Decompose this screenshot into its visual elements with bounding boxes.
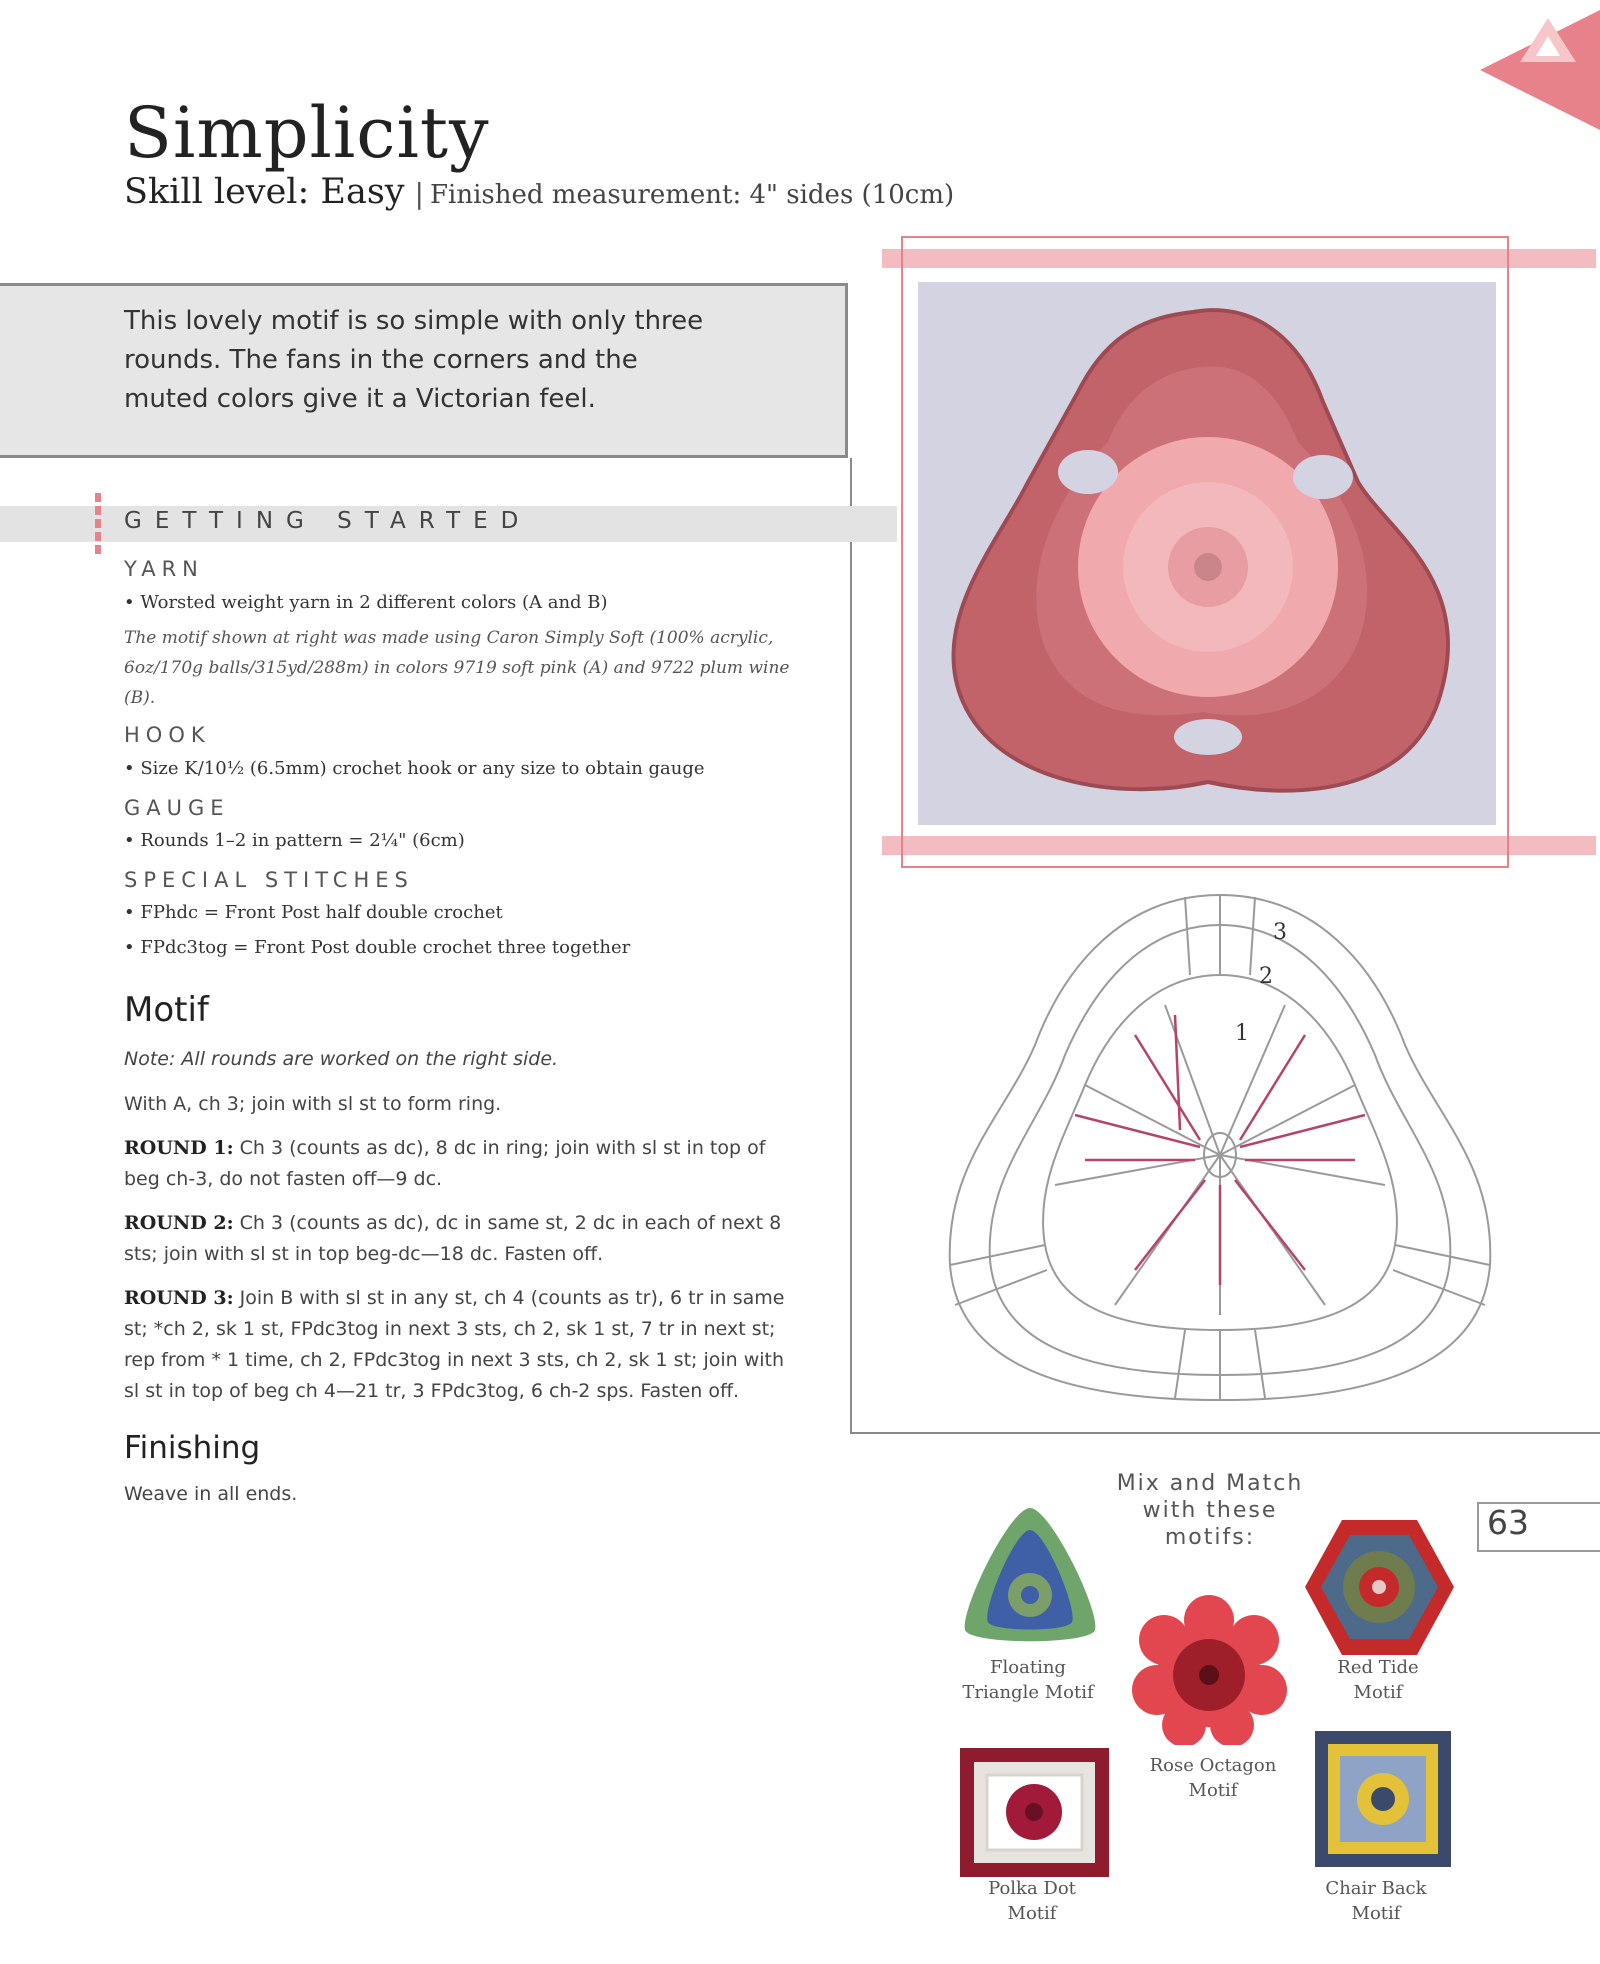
yarn-note-line: (B). <box>124 688 156 708</box>
diagram-label-round-3: 3 <box>1273 920 1287 945</box>
section-marker <box>95 493 101 555</box>
special-stitch-bullet: • FPhdc = Front Post half double crochet <box>124 902 503 923</box>
caption-line: Motif <box>1188 1780 1238 1801</box>
yarn-note-line: 6oz/170g balls/315yd/288m) in colors 9719 soft pink (A) and 9722 plum wine <box>124 658 790 678</box>
column-divider <box>850 458 852 1433</box>
round-label: ROUND 2: <box>124 1212 234 1234</box>
polka-dot-caption <box>932 1876 1132 1926</box>
hook-bullet: • Size K/10½ (6.5mm) crochet hook or any size to obtain gauge <box>124 758 705 779</box>
skill-level: Skill level: Easy <box>124 172 405 212</box>
round-2 <box>124 1208 814 1270</box>
special-stitches-heading: SPECIAL STITCHES <box>124 868 414 892</box>
page-title: Simplicity <box>124 92 490 174</box>
round-label: ROUND 1: <box>124 1137 234 1159</box>
round-3 <box>124 1283 814 1407</box>
round-text: sl st in top of beg ch 4—21 tr, 3 FPdc3tog, 6 ch-2 sps. Fasten off. <box>124 1380 740 1402</box>
caption-line: Motif <box>1351 1903 1401 1924</box>
stitch-diagram <box>935 885 1505 1415</box>
mix-match-title-line: motifs: <box>1164 1525 1256 1550</box>
yarn-bullet: • Worsted weight yarn in 2 different colors (A and B) <box>124 592 608 613</box>
motif-heading: Motif <box>124 990 209 1030</box>
polka-dot-motif-thumbnail[interactable] <box>957 1745 1112 1880</box>
chair-back-motif-thumbnail[interactable] <box>1312 1728 1454 1870</box>
round-text: sts; join with sl st in top beg-dc—18 dc. Fasten off. <box>124 1243 604 1265</box>
finished-measurement: Finished measurement: 4" sides (10cm) <box>429 180 955 210</box>
column-divider-bottom <box>850 1432 1600 1434</box>
floating-triangle-caption <box>928 1655 1128 1705</box>
rose-octagon-motif-thumbnail[interactable] <box>1132 1595 1287 1745</box>
yarn-note <box>124 623 804 713</box>
hook-heading: HOOK <box>124 723 211 747</box>
mix-match-title <box>1090 1470 1330 1551</box>
caption-line: Red Tide <box>1337 1657 1419 1678</box>
floating-triangle-motif-thumbnail[interactable] <box>950 1500 1110 1650</box>
finishing-heading: Finishing <box>124 1430 261 1466</box>
intro-text <box>124 302 784 419</box>
red-tide-caption <box>1278 1655 1478 1705</box>
motif-start: With A, ch 3; join with sl st to form ring. <box>124 1093 502 1115</box>
subtitle-separator: | <box>414 177 424 210</box>
photo-frame <box>901 236 1509 868</box>
intro-line: rounds. The fans in the corners and the <box>124 345 638 375</box>
gauge-heading: GAUGE <box>124 796 230 820</box>
round-label: ROUND 3: <box>124 1287 234 1309</box>
round-1 <box>124 1133 814 1195</box>
red-tide-motif-thumbnail[interactable] <box>1302 1515 1457 1660</box>
subtitle <box>124 172 954 212</box>
round-text: st; *ch 2, sk 1 st, FPdc3tog in next 3 sts, ch 2, sk 1 st, 7 tr in next st; <box>124 1318 776 1340</box>
intro-line: muted colors give it a Victorian feel. <box>124 384 596 414</box>
round-text: Ch 3 (counts as dc), dc in same st, 2 dc in each of next 8 <box>233 1212 782 1234</box>
caption-line: Chair Back <box>1325 1878 1427 1899</box>
intro-line: This lovely motif is so simple with only three <box>124 306 704 336</box>
diagram-label-round-1: 1 <box>1235 1021 1249 1046</box>
diagram-label-round-2: 2 <box>1259 964 1273 989</box>
page-number: 63 <box>1487 1503 1529 1542</box>
getting-started-heading: GETTING STARTED <box>124 508 532 534</box>
round-text: Ch 3 (counts as dc), 8 dc in ring; join with sl st in top of <box>233 1137 766 1159</box>
round-text: Join B with sl st in any st, ch 4 (counts as tr), 6 tr in same <box>233 1287 785 1309</box>
round-text: beg ch-3, do not fasten off—9 dc. <box>124 1168 443 1190</box>
yarn-heading: YARN <box>124 557 204 581</box>
rose-octagon-caption <box>1113 1753 1313 1803</box>
caption-line: Floating <box>990 1657 1066 1678</box>
motif-note: Note: All rounds are worked on the right side. <box>124 1048 559 1070</box>
caption-line: Motif <box>1353 1682 1403 1703</box>
finishing-text: Weave in all ends. <box>124 1483 298 1505</box>
caption-line: Triangle Motif <box>962 1682 1094 1703</box>
caption-line: Polka Dot <box>988 1878 1076 1899</box>
gauge-bullet: • Rounds 1–2 in pattern = 2¼" (6cm) <box>124 830 465 851</box>
mix-match-title-line: Mix and Match <box>1116 1471 1304 1496</box>
caption-line: Rose Octagon <box>1149 1755 1277 1776</box>
round-text: rep from * 1 time, ch 2, FPdc3tog in next 3 sts, ch 2, sk 1 st; join with <box>124 1349 785 1371</box>
chair-back-caption <box>1276 1876 1476 1926</box>
mix-match-title-line: with these <box>1142 1498 1278 1523</box>
special-stitch-bullet: • FPdc3tog = Front Post double crochet three together <box>124 937 631 958</box>
yarn-note-line: The motif shown at right was made using Caron Simply Soft (100% acrylic, <box>124 628 774 648</box>
corner-triangle-ornament <box>1470 0 1600 135</box>
caption-line: Motif <box>1007 1903 1057 1924</box>
